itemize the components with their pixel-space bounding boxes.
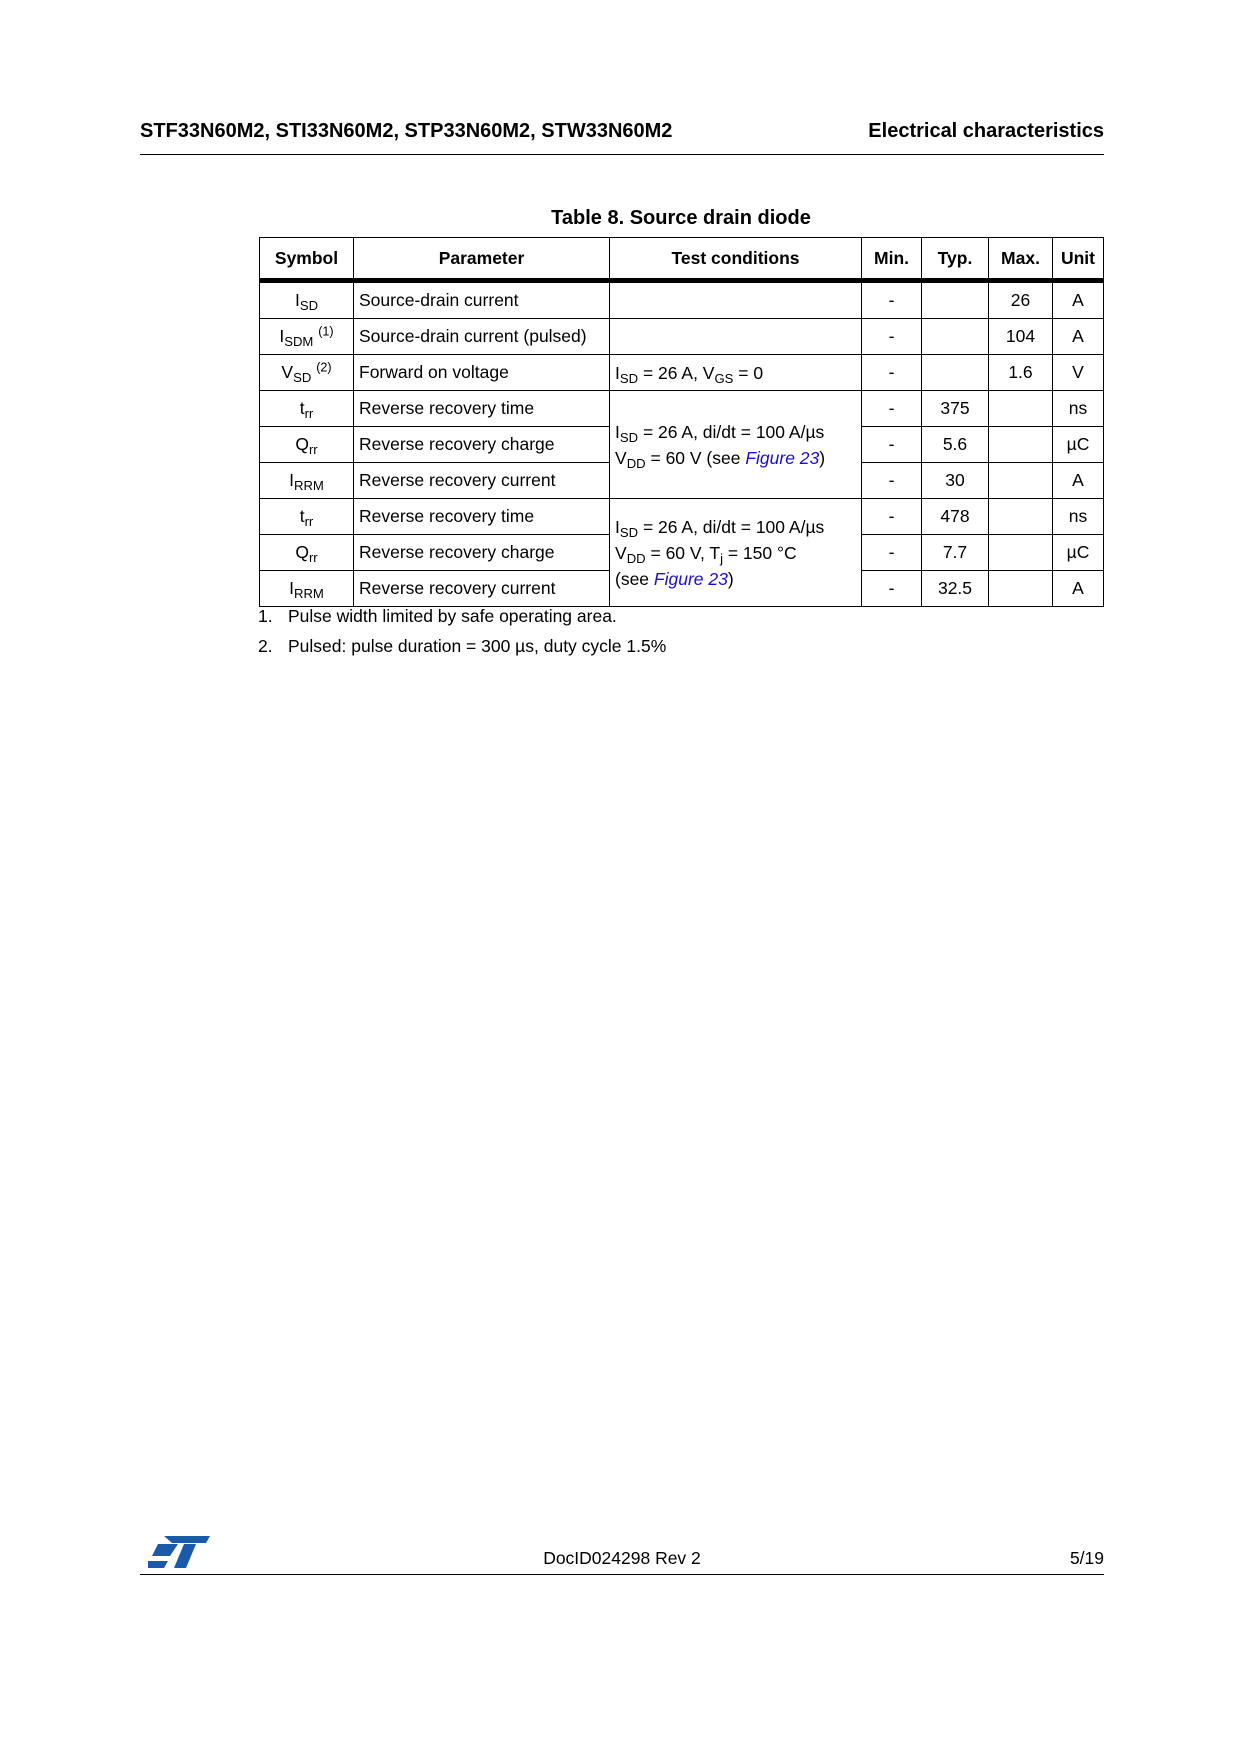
min-cell: -: [862, 391, 922, 427]
document-id: DocID024298 Rev 2: [543, 1548, 701, 1568]
typ-cell: 32.5: [922, 571, 989, 607]
parameter-cell: Reverse recovery charge: [354, 427, 610, 463]
col-test-conditions: Test conditions: [610, 238, 862, 281]
figure-23-link[interactable]: Figure 23: [653, 568, 728, 589]
table-row: [260, 499, 1104, 535]
typ-cell: 30: [922, 463, 989, 499]
col-symbol: Symbol: [260, 238, 354, 281]
conditions-cell: [610, 319, 862, 355]
col-parameter: Parameter: [354, 238, 610, 281]
symbol-cell: $V_{SD}$ $^{(2)}$: [260, 355, 354, 391]
conditions-cell: [610, 281, 862, 319]
typ-cell: 375: [922, 391, 989, 427]
max-cell: 104: [989, 319, 1053, 355]
max-cell: [989, 571, 1053, 607]
unit-cell: V: [1053, 355, 1104, 391]
table-caption: Table 8. Source drain diode: [551, 207, 811, 229]
parameter-cell: Forward on voltage: [354, 355, 610, 391]
typ-cell: [922, 281, 989, 319]
symbol-cell: $t_{rr}$: [260, 391, 354, 427]
unit-cell: A: [1053, 281, 1104, 319]
page-footer: [140, 1536, 1104, 1575]
min-cell: -: [862, 355, 922, 391]
table-header-row: [260, 238, 1104, 281]
typ-cell: [922, 319, 989, 355]
max-cell: 1.6: [989, 355, 1053, 391]
typ-cell: [922, 355, 989, 391]
typ-cell: 5.6: [922, 427, 989, 463]
col-max: Max.: [989, 238, 1053, 281]
max-cell: 26: [989, 281, 1053, 319]
parameter-cell: Reverse recovery time: [354, 499, 610, 535]
table-row: [260, 281, 1104, 319]
symbol-cell: $I_{RRM}$: [260, 571, 354, 607]
max-cell: [989, 499, 1053, 535]
symbol-cell: $I_{SDM}$ $^{(1)}$: [260, 319, 354, 355]
min-cell: -: [862, 535, 922, 571]
page-header: [140, 120, 1104, 155]
max-cell: [989, 535, 1053, 571]
table-row: [260, 355, 1104, 391]
min-cell: -: [862, 463, 922, 499]
col-typ: Typ.: [922, 238, 989, 281]
parameter-cell: Source-drain current (pulsed): [354, 319, 610, 355]
table-row: [260, 391, 1104, 427]
max-cell: [989, 427, 1053, 463]
source-drain-diode-table: [259, 237, 1104, 607]
table-row: [260, 319, 1104, 355]
footnote-1: 1. Pulse width limited by safe operating area.: [258, 606, 617, 626]
col-min: Min.: [862, 238, 922, 281]
symbol-cell: $Q_{rr}$: [260, 535, 354, 571]
conditions-cell-group-1: $I_{SD} = 26$ A, di/dt = 100 A/µs $V_{DD} = 60$ V (see Figure 23): [610, 391, 862, 499]
min-cell: -: [862, 499, 922, 535]
symbol-cell: $I_{RRM}$: [260, 463, 354, 499]
max-cell: [989, 391, 1053, 427]
parameter-cell: Source-drain current: [354, 281, 610, 319]
unit-cell: µC: [1053, 427, 1104, 463]
page-number: 5/19: [1069, 1548, 1104, 1568]
min-cell: -: [862, 319, 922, 355]
conditions-cell: $I_{SD} = 26$ A, $V_{GS} = 0$: [610, 355, 862, 391]
max-cell: [989, 463, 1053, 499]
typ-cell: 478: [922, 499, 989, 535]
parameter-cell: Reverse recovery time: [354, 391, 610, 427]
symbol-cell: $I_{SD}$: [260, 281, 354, 319]
symbol-cell: $Q_{rr}$: [260, 427, 354, 463]
conditions-cell-group-2: $I_{SD} = 26$ A, di/dt = 100 A/µs $V_{DD} = 60$ V, $T_j = 150$ °C (see Figure 23): [610, 499, 862, 607]
parameter-cell: Reverse recovery current: [354, 571, 610, 607]
section-title: Electrical characteristics: [868, 120, 1104, 142]
unit-cell: ns: [1053, 499, 1104, 535]
parameter-cell: Reverse recovery charge: [354, 535, 610, 571]
typ-cell: 7.7: [922, 535, 989, 571]
unit-cell: µC: [1053, 535, 1104, 571]
part-numbers: STF33N60M2, STI33N60M2, STP33N60M2, STW33N60M2: [140, 120, 673, 142]
symbol-cell: $t_{rr}$: [260, 499, 354, 535]
footnote-2: 2. Pulsed: pulse duration = 300 µs, duty cycle 1.5%: [258, 636, 667, 656]
min-cell: -: [862, 427, 922, 463]
min-cell: -: [862, 571, 922, 607]
table-footnotes: [258, 606, 666, 666]
unit-cell: ns: [1053, 391, 1104, 427]
unit-cell: A: [1053, 571, 1104, 607]
parameter-cell: Reverse recovery current: [354, 463, 610, 499]
min-cell: -: [862, 281, 922, 319]
unit-cell: A: [1053, 463, 1104, 499]
unit-cell: A: [1053, 319, 1104, 355]
figure-23-link[interactable]: Figure 23: [745, 447, 820, 468]
col-unit: Unit: [1053, 238, 1104, 281]
